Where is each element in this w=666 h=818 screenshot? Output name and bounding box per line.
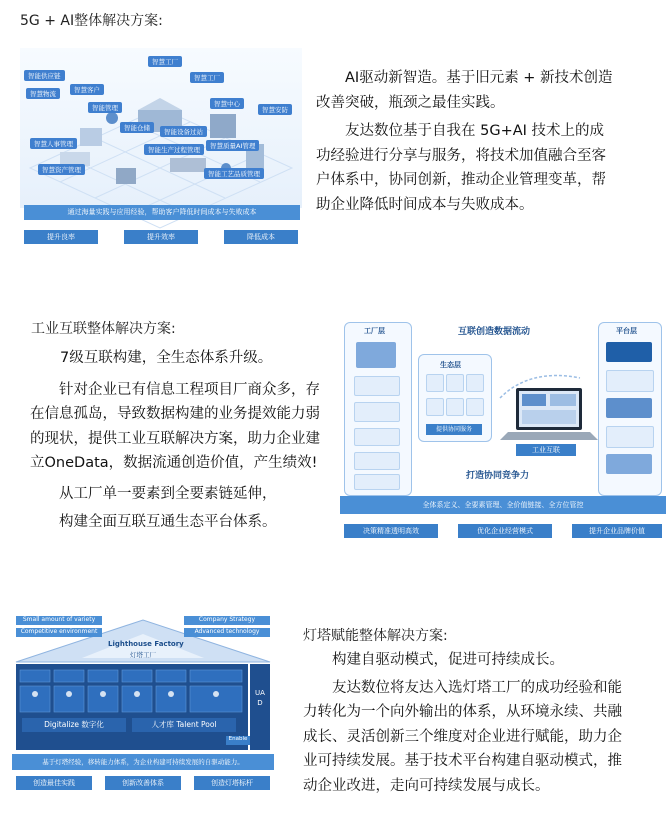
node-label: 智慧物流 (26, 88, 60, 99)
factory-icon (356, 342, 396, 368)
factory-icon (354, 402, 400, 422)
eco-caption: 提供协同服务 (426, 424, 482, 435)
benefit-button: 决策精准透明高效 (344, 524, 438, 538)
roof-title-cn: 灯塔工厂 (130, 651, 156, 659)
benefit-button: 创新改善体系 (105, 776, 181, 790)
platform-icon (606, 342, 652, 362)
figure-slogan: 打造协同竞争力 (466, 471, 530, 481)
node-label: 智能工艺品质管理 (204, 168, 264, 179)
node-label: 智慧客户 (70, 84, 104, 95)
eco-icon (466, 374, 484, 392)
section1-heading: AI驱动新智造。基于旧元素 + 新技术创造改善突破，瓶颈之最佳实践。 (316, 70, 613, 111)
node-label: 智慧安防 (258, 104, 292, 115)
laptop-graphic (490, 358, 600, 448)
section3-text (303, 648, 623, 798)
node-label: 智慧中心 (210, 98, 244, 109)
platform-icon (606, 398, 652, 418)
section3-line: 构建自驱动模式，促进可持续成长。 (332, 652, 564, 668)
section2-line: 7级互联构建，全生态体系升级。 (60, 350, 273, 366)
figure-header: 互联创造数据流动 (458, 327, 531, 337)
node-label: 智慧资产管理 (38, 164, 85, 175)
roof-title-en: Lighthouse Factory (108, 640, 184, 648)
node-label: 智能生产过程管理 (144, 144, 204, 155)
node-label: 智慧质量AI管理 (206, 140, 259, 151)
figure-banner: 全体系定义、全要素管理、全价值链接、全方位管控 (340, 496, 666, 514)
platform-icon (606, 370, 654, 392)
section2-text (30, 346, 326, 535)
section3-line: 友达数位将友达入选灯塔工厂的成功经验和能力转化为一个向外输出的体系，从环境永续、共融成长、灵活创新三个维度对企业进行赋能，助力企业可持续发展。基于技术平台构建自驱动模式，推动企业改进，走向可持续发展与成长。 (303, 679, 622, 794)
uad-label: UAD (255, 689, 265, 707)
roof-tag: Company Strategy (184, 616, 270, 625)
eco-icon (446, 374, 464, 392)
eco-icon (466, 398, 484, 416)
node-label: 智慧工厂 (148, 56, 182, 67)
figure-banner: 基于灯塔经验，移转能力体系，为企业构建可持续发展的自驱动能力。 (12, 754, 274, 770)
benefit-button: 降低成本 (224, 230, 298, 244)
section3-title: 灯塔赋能整体解决方案: (303, 628, 448, 644)
lighthouse-factory-illustration (12, 614, 274, 794)
pillar-cells (18, 668, 246, 748)
benefit-button: 创造灯塔标杆 (194, 776, 270, 790)
column-title: 平台层 (616, 327, 637, 335)
node-label: 智能仓储 (120, 122, 154, 133)
factory-icon (354, 428, 400, 446)
factory-icon (354, 474, 400, 490)
factory-icon (354, 376, 400, 396)
smart-factory-illustration (20, 48, 302, 244)
benefit-button: 提升企业品牌价值 (572, 524, 662, 538)
node-label: 智慧人事管理 (30, 138, 77, 149)
benefit-button: 创造最佳实践 (16, 776, 92, 790)
benefit-button: 优化企业经营模式 (458, 524, 552, 538)
section1-body: 友达数位基于自我在 5G+AI 技术上的成功经验进行分享与服务，将技术加值融合至客户体系中，协同创新，推动企业管理变革，帮助企业降低时间成本与失败成本。 (316, 123, 606, 213)
platform-icon (606, 454, 652, 474)
industrial-internet-illustration (340, 318, 666, 544)
section2-line: 从工厂单一要素到全要素链延伸， (59, 485, 277, 502)
talent-pool-label: 人才库 Talent Pool (132, 718, 236, 732)
section2-title: 工业互联整体解决方案: (31, 321, 176, 337)
factory-icon (354, 452, 400, 470)
column-title: 生态层 (440, 361, 461, 369)
roof-tag: Advanced technology (184, 628, 270, 637)
node-label: 智能供应链 (24, 70, 65, 81)
node-label: 智能设备过站 (160, 126, 207, 137)
eco-icon (446, 398, 464, 416)
roof-tag: Competitive environment (16, 628, 102, 637)
section1-title: 5G + AI整体解决方案: (20, 13, 163, 29)
platform-icon (606, 426, 654, 448)
node-label: 智能管理 (88, 102, 122, 113)
laptop-label: 工业互联 (516, 444, 576, 456)
section2-line: 针对企业已有信息工程项目厂商众多，存在信息孤岛，导致数据构建的业务提效能力弱的现状，提供工业互联解决方案，助力企业建立OneData，数据流通创造价值，产生绩效! (30, 381, 320, 471)
roof-tag: Small amount of variety (16, 616, 102, 625)
section2-line: 构建全面互联互通生态平台体系。 (59, 514, 277, 530)
enable-label: Enable (226, 736, 250, 745)
digitalize-label: Digitalize 数字化 (22, 718, 126, 732)
benefit-button: 提升效率 (124, 230, 198, 244)
figure-banner: 通过海量实践与应用经验，帮助客户降低时间成本与失败成本 (24, 205, 300, 220)
eco-icon (426, 398, 444, 416)
eco-icon (426, 374, 444, 392)
column-title: 工厂层 (364, 327, 385, 335)
node-label: 智慧工厂 (190, 72, 224, 83)
benefit-button: 提升良率 (24, 230, 98, 244)
section1-text (316, 66, 616, 217)
